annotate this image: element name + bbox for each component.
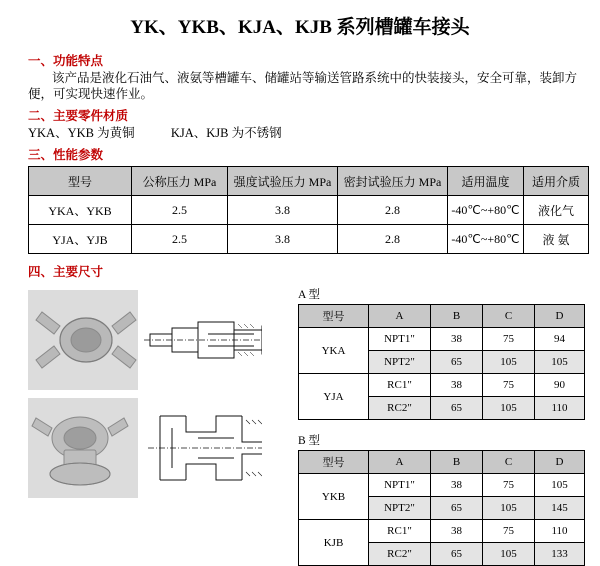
section-1-body: 该产品是液化石油气、液氨等槽罐车、储罐站等输送管路系统中的快装接头，安全可靠，装卸方便，可实现快速作业。 xyxy=(28,71,578,101)
spec-header-cell: 密封试验压力 MPa xyxy=(338,167,448,196)
dim-b-cell: 133 xyxy=(535,543,585,566)
spec-cell: 3.8 xyxy=(228,225,338,254)
dim-a-model-cell: YKA xyxy=(299,328,369,374)
spec-header-cell: 型号 xyxy=(29,167,132,196)
dimension-table-a xyxy=(298,304,585,420)
dim-b-cell: 75 xyxy=(483,474,535,497)
photo-b-coupling xyxy=(28,398,138,498)
dim-a-cell: 65 xyxy=(431,351,483,374)
dim-a-cell: 94 xyxy=(535,328,585,351)
row-a-images xyxy=(28,290,262,390)
dim-b-cell: NPT2" xyxy=(369,497,431,520)
spec-cell: -40℃~+80℃ xyxy=(448,196,524,225)
spec-header-cell: 强度试验压力 MPa xyxy=(228,167,338,196)
spec-cell: 液 氨 xyxy=(524,225,589,254)
photo-a-coupling xyxy=(28,290,138,390)
dim-b-header-cell: 型号 xyxy=(299,451,369,474)
spec-header-cell: 公称压力 MPa xyxy=(132,167,228,196)
dim-b-cell: 105 xyxy=(535,474,585,497)
table-row xyxy=(299,374,585,397)
material-brass: YKA、YKB 为黄铜 xyxy=(28,126,135,140)
page-title: YK、YKB、KJA、KJB 系列槽罐车接头 xyxy=(130,17,470,38)
row-b-images xyxy=(28,398,262,498)
dim-a-cell: NPT2" xyxy=(369,351,431,374)
dim-a-header-cell: C xyxy=(483,305,535,328)
table-row xyxy=(299,474,585,497)
dim-a-cell: 38 xyxy=(431,328,483,351)
dim-a-header-cell: B xyxy=(431,305,483,328)
dimension-table-b xyxy=(298,450,585,566)
dim-b-cell: RC2" xyxy=(369,543,431,566)
table-row xyxy=(29,225,589,254)
dim-b-cell: 65 xyxy=(431,543,483,566)
drawing-b-section xyxy=(142,398,262,498)
dim-b-cell: 75 xyxy=(483,520,535,543)
spec-table xyxy=(28,166,589,254)
spec-cell: YJA、YJB xyxy=(29,225,132,254)
dim-a-cell: 38 xyxy=(431,374,483,397)
dim-a-cell: RC2" xyxy=(369,397,431,420)
spec-header-cell: 适用介质 xyxy=(524,167,589,196)
spec-cell: 3.8 xyxy=(228,196,338,225)
dim-b-cell: 38 xyxy=(431,474,483,497)
dimension-tables xyxy=(298,286,588,566)
dim-b-model-cell: KJB xyxy=(299,520,369,566)
spec-cell: 2.8 xyxy=(338,225,448,254)
dim-b-cell: 105 xyxy=(483,543,535,566)
section-3-heading: 三、性能参数 xyxy=(28,148,104,162)
table-row xyxy=(29,196,589,225)
dim-b-cell: 105 xyxy=(483,497,535,520)
dim-b-header-cell: A xyxy=(369,451,431,474)
material-steel: KJA、KJB 为不锈钢 xyxy=(170,126,282,140)
dim-b-cell: 145 xyxy=(535,497,585,520)
dim-b-header-cell: B xyxy=(431,451,483,474)
dim-a-cell: NPT1" xyxy=(369,328,431,351)
section-4-heading: 四、主要尺寸 xyxy=(28,265,104,279)
dim-a-cell: 75 xyxy=(483,374,535,397)
spec-cell: 液化气 xyxy=(524,196,589,225)
dim-a-header-cell: 型号 xyxy=(299,305,369,328)
dim-b-cell: 110 xyxy=(535,520,585,543)
table-header-row xyxy=(29,167,589,196)
dim-b-cell: RC1" xyxy=(369,520,431,543)
dim-a-cell: 105 xyxy=(535,351,585,374)
dim-b-cell: 38 xyxy=(431,520,483,543)
dim-b-cell: 65 xyxy=(431,497,483,520)
dim-b-cell: NPT1" xyxy=(369,474,431,497)
table-header-row xyxy=(299,305,585,328)
dim-a-header-cell: D xyxy=(535,305,585,328)
section-2-body xyxy=(28,125,578,141)
type-b-label: B 型 xyxy=(298,435,321,447)
section-1-heading: 一、功能特点 xyxy=(28,54,104,68)
spec-cell: 2.5 xyxy=(132,225,228,254)
dim-a-cell: 65 xyxy=(431,397,483,420)
table-header-row xyxy=(299,451,585,474)
dim-b-header-cell: D xyxy=(535,451,585,474)
dim-a-cell: 105 xyxy=(483,351,535,374)
spec-header-cell: 适用温度 xyxy=(448,167,524,196)
table-row xyxy=(299,520,585,543)
dim-a-cell: 75 xyxy=(483,328,535,351)
dim-a-header-cell: A xyxy=(369,305,431,328)
dim-a-cell: 90 xyxy=(535,374,585,397)
type-a-label: A 型 xyxy=(298,289,321,301)
dim-a-model-cell: YJA xyxy=(299,374,369,420)
section-2-heading: 二、主要零件材质 xyxy=(28,109,129,123)
dim-b-header-cell: C xyxy=(483,451,535,474)
dim-a-cell: 105 xyxy=(483,397,535,420)
spec-cell: 2.8 xyxy=(338,196,448,225)
table-row xyxy=(299,328,585,351)
dim-a-cell: RC1" xyxy=(369,374,431,397)
spec-cell: 2.5 xyxy=(132,196,228,225)
dim-a-cell: 110 xyxy=(535,397,585,420)
spec-cell: -40℃~+80℃ xyxy=(448,225,524,254)
spec-cell: YKA、YKB xyxy=(29,196,132,225)
drawing-a-section xyxy=(142,290,262,390)
dim-b-model-cell: YKB xyxy=(299,474,369,520)
dimensions-section xyxy=(10,286,590,560)
